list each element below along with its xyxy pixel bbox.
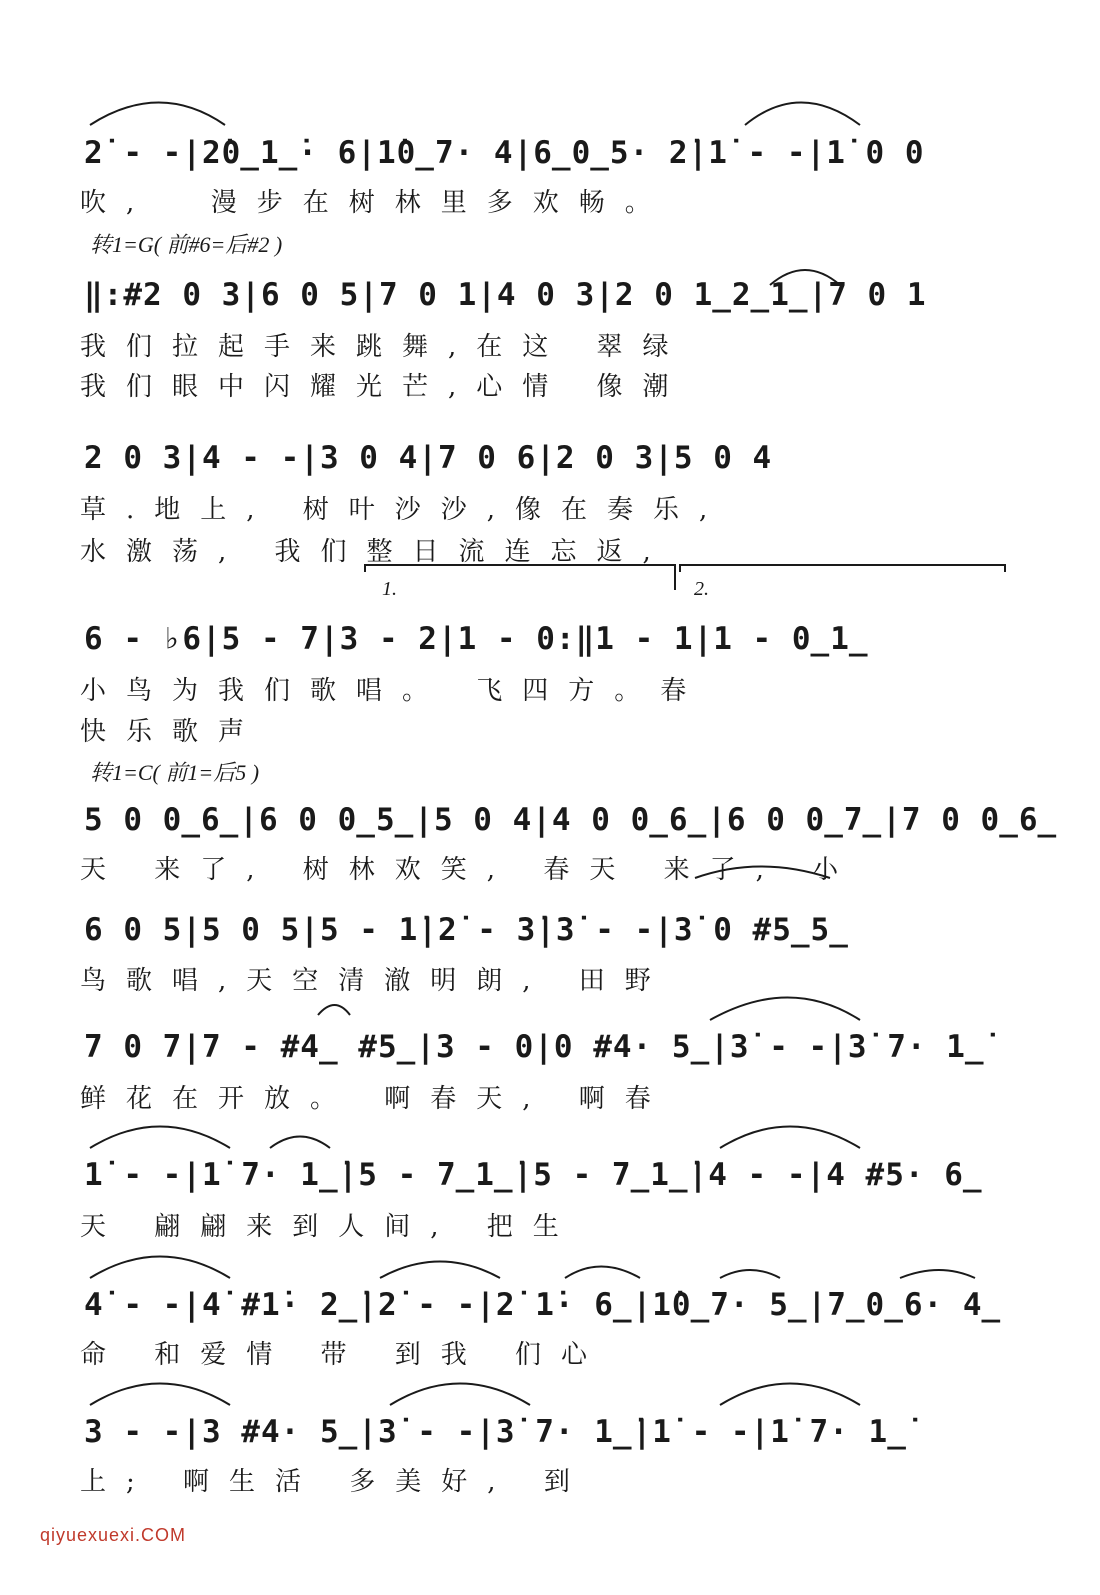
slur [90,1257,230,1279]
notes-row-4: 6 - ♭6|5 - 7|3 - 2|1 - 0:‖1 - 1|1 - 0̲1̲ [84,621,869,657]
slur [90,103,225,126]
notes-row-6: 6 0 5|5 0 5|5 - 1̇|2̇ - 3̇|3̇ - -|3̇ 0 #5̲5̲ [84,912,849,948]
key-change-c: 转1=C( 前1=后5 ) [90,760,260,785]
lyric-row-10: 上; 啊生活 多美好, 到 [80,1467,590,1497]
notes-row-2: ‖:#2 0 3|6 0 5|7 0 1|4 0 3|2 0 1̲2̲1̲|7 0 1 [84,277,927,313]
slur [390,1384,530,1406]
notes-row-3: 2 0 3|4 - -|3 0 4|7 0 6|2 0 3|5 0 4 [84,440,773,476]
notes-row-8: 1̇ - -|1̇ 7· 1̲̇|5 - 7̲1̲̇|5 - 7̲1̲̇|4 - -|4 #5· 6̲ [84,1157,983,1193]
notes-row-7: 7 0 7|7 - #4̲ #5̲|3 - 0|0 #4· 5̲|3̇ - -|3̇ 7· 1̲̇ [84,1029,985,1065]
slur [270,1137,330,1149]
notes-row-9: 4̇ - -|4̇ #1̇· 2̲̇|2̇ - -|2̇ 1̇· 6̲|1̇0̲7· 5̲|7̲0̲6· 4̲ [84,1287,1002,1323]
slur [90,1127,230,1149]
notes-row-5: 5 0 0̲6̲|6 0 0̲5̲|5 0 4|4 0 0̲6̲|6 0 0̲7̲|7 0 0̲6̲ [84,802,1058,838]
lyric-row-7: 鲜花在开放。 啊春天, 啊春 [80,1084,671,1114]
lyric-row-9: 命 和爱情 带 到我 们心 [80,1340,608,1370]
slur [90,1384,230,1406]
slur [318,1005,350,1015]
lyric-row-5: 天 来了, 树林欢笑, 春天 来了, 小 [80,855,859,885]
lyric-row-2b: 我们眼中闪耀光芒,心情 像潮 [80,372,689,402]
slur [710,998,860,1021]
slur [695,867,830,879]
lyric-row-4b: 快乐歌声 [80,717,265,747]
volta-1-label: 1. [382,578,397,600]
slur [770,270,840,285]
volta-2-label: 2. [694,578,709,600]
lyric-row-6: 鸟歌唱,天空清澈明朗, 田野 [80,966,671,996]
slur [720,1270,780,1278]
volta-2-bracket [680,565,1005,572]
site-watermark: qiyuexuexi.COM [40,1525,187,1545]
lyric-row-8: 天 翩翩来到人间, 把生 [80,1212,579,1242]
slur [380,1262,500,1279]
volta-1-bracket [365,565,675,590]
key-change-g: 转1=G( 前#6=后#2 ) [90,232,283,257]
slur [565,1267,640,1279]
lyric-row-1: 吹, 漫步在树林里多欢畅。 [80,188,671,218]
lyric-row-2a: 我们拉起手来跳舞,在这 翠绿 [80,332,689,362]
slur [720,1384,860,1406]
lyric-row-3b: 水激荡, 我们整日流连忘返, [80,537,671,567]
slur [900,1270,975,1278]
notes-row-1: 2̇ - -|2̇0̲1̲̇· 6|1̇0̲7· 4|6̲0̲5· 2̇|1̇ - -|1̇ 0 0 [84,135,925,171]
lyric-row-4a: 小鸟为我们歌唱。 飞四方。春 [80,676,707,706]
notes-row-10: 3 - -|3 #4· 5̲|3̇ - -|3̇ 7· 1̲̇|1̇ - -|1̇ 7· 1̲̇ [84,1414,907,1450]
slur [745,103,860,126]
lyric-row-3a: 草.地上, 树叶沙沙,像在奏乐, [80,495,728,525]
slur [720,1127,860,1149]
